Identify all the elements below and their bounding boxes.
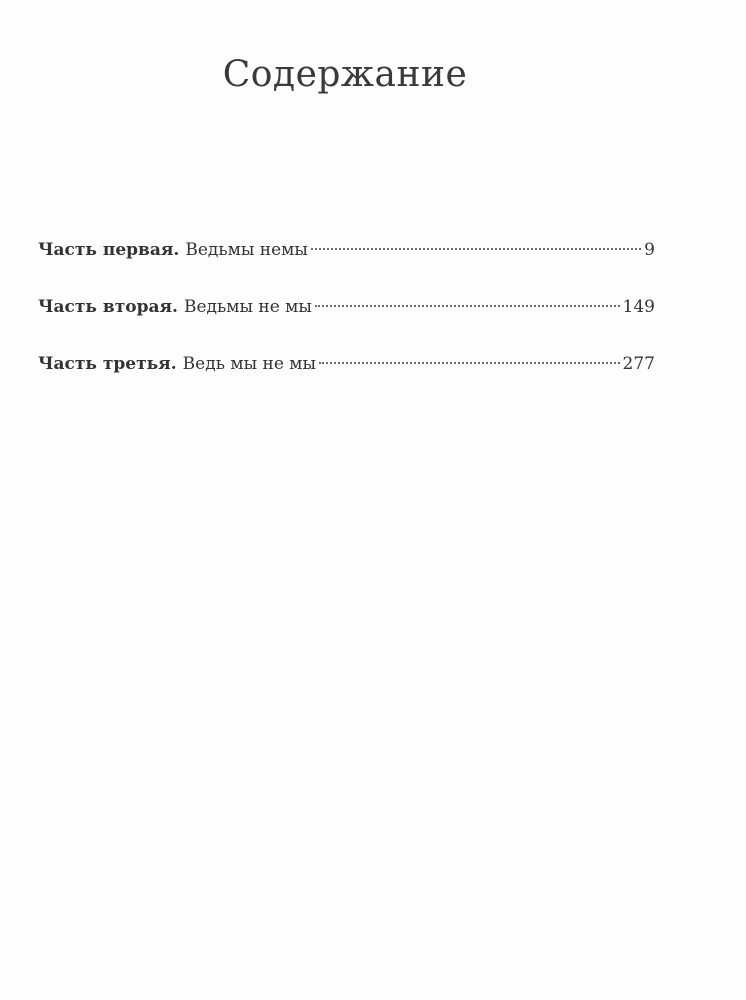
toc-part-label: Часть первая. [38, 240, 180, 260]
table-of-contents [38, 236, 655, 407]
toc-chapter-title: Ведьмы не мы [183, 297, 312, 317]
toc-entry [38, 350, 655, 378]
toc-dot-leader [311, 247, 641, 250]
toc-page-number: 9 [644, 240, 655, 260]
toc-part-label: Часть третья. [38, 354, 177, 374]
toc-page-number: 277 [622, 354, 655, 374]
toc-chapter-title: Ведьмы немы [185, 240, 308, 260]
toc-chapter-title: Ведь мы не мы [182, 354, 317, 374]
toc-dot-leader [319, 361, 619, 364]
toc-entry [38, 236, 655, 264]
toc-part-label: Часть вторая. [38, 297, 178, 317]
page-title: Содержание [222, 54, 468, 96]
toc-page-number: 149 [622, 297, 655, 317]
toc-dot-leader [315, 304, 620, 307]
toc-entry [38, 293, 655, 321]
